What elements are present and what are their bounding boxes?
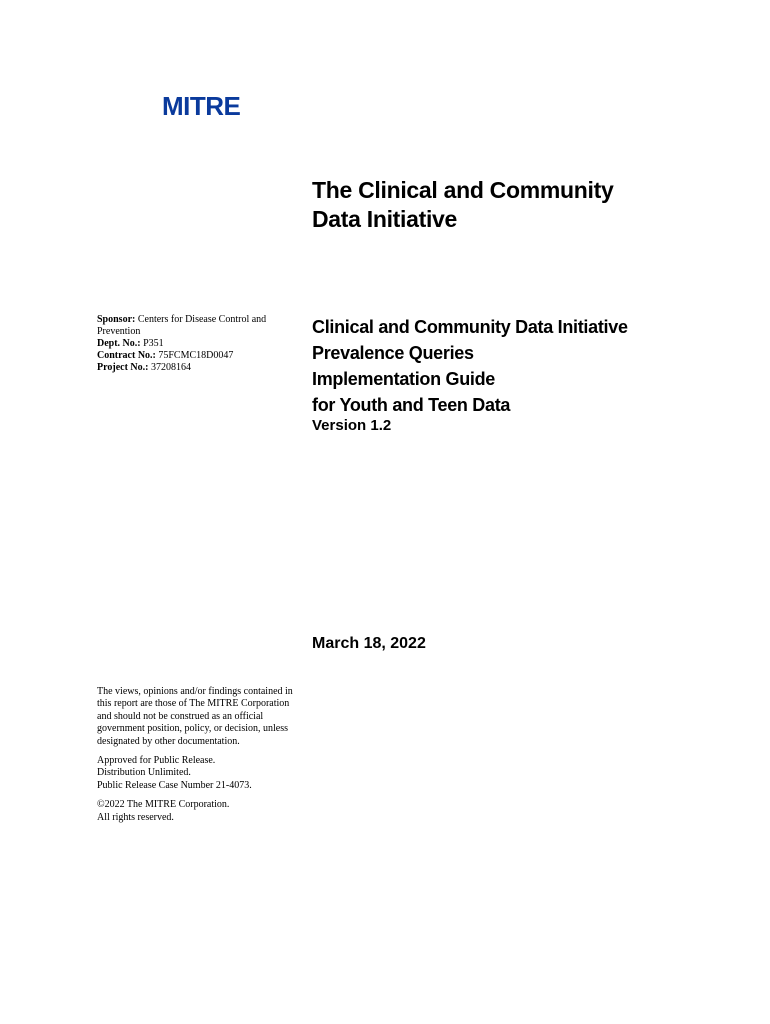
mitre-logo: MITRE [162, 91, 241, 121]
dept-label: Dept. No.: [97, 338, 141, 349]
sponsor-value: Centers for Disease Control and [135, 314, 267, 325]
document-version: Version 1.2 [312, 417, 392, 434]
contract-label: Contract No.: [97, 350, 156, 361]
disclaimer-release [97, 755, 307, 792]
sponsor-line [97, 314, 287, 326]
contract-line [97, 350, 287, 362]
disclaimer-copyright [97, 799, 307, 824]
project-label: Project No.: [97, 362, 149, 373]
disclaimer-line: The views, opinions and/or findings contained in [97, 686, 293, 697]
sponsor-block [97, 314, 287, 374]
project-value: 37208164 [148, 362, 191, 373]
document-title-line-1: The Clinical and Community [312, 177, 614, 203]
release-line: Approved for Public Release. [97, 755, 216, 767]
disclaimer-views [97, 686, 307, 748]
subtitle-line-3: Implementation Guide [312, 369, 496, 389]
dept-value: P351 [140, 338, 164, 349]
copyright-line: All rights reserved. [97, 811, 174, 823]
contract-value: 75FCMC18D0047 [155, 350, 234, 361]
disclaimer-line: this report are those of The MITRE Corporation [97, 698, 290, 710]
project-line [97, 362, 287, 374]
document-subtitle [312, 314, 742, 418]
document-title [312, 176, 732, 234]
subtitle-line-4: for Youth and Teen Data [312, 395, 511, 415]
sponsor-label: Sponsor: [97, 314, 136, 325]
disclaimer-block [97, 686, 307, 831]
subtitle-line-1: Clinical and Community Data Initiative [312, 317, 628, 337]
disclaimer-line: and should not be construed as an official [97, 710, 264, 722]
copyright-line: ©2022 The MITRE Corporation. [97, 799, 230, 811]
disclaimer-line: designated by other documentation. [97, 735, 240, 747]
release-line: Distribution Unlimited. [97, 767, 191, 779]
document-title-line-2: Data Initiative [312, 206, 458, 232]
sponsor-line-2: Prevention [97, 326, 141, 337]
disclaimer-line: government position, policy, or decision, unless [97, 723, 288, 735]
release-line: Public Release Case Number 21-4073. [97, 779, 252, 791]
document-date: March 18, 2022 [312, 635, 426, 652]
subtitle-line-2: Prevalence Queries [312, 343, 474, 363]
dept-line [97, 338, 287, 350]
